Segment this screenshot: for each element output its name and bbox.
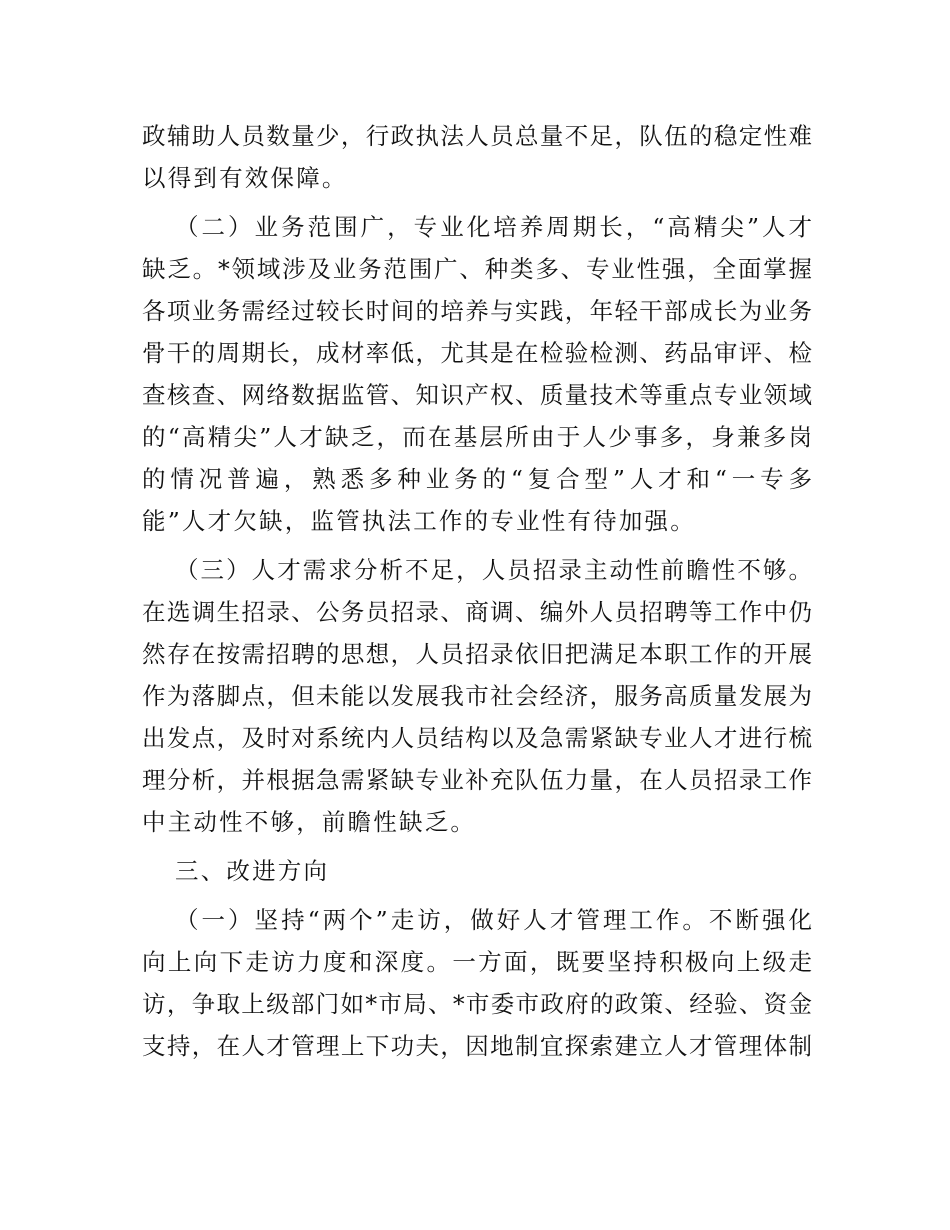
section-heading [142,850,812,892]
text-line: 的“高精尖”人才缺乏，而在基层所由于人少事多，身兼多岗 [142,423,812,451]
text-line: 然存在按需招聘的思想，人员招录依旧把满足本职工作的开展 [142,640,812,668]
text-line: 查核查、网络数据监管、知识产权、质量技术等重点专业领域 [142,381,812,409]
paragraph-section-2-item-3 [142,549,812,843]
text-line: 政辅助人员数量少，行政执法人员总量不足，队伍的稳定性难 [142,122,812,150]
text-line: 作为落脚点，但未能以发展我市社会经济，服务高质量发展为 [142,682,812,710]
text-line: 以得到有效保障。 [142,164,348,192]
text-line: 骨干的周期长，成材率低，尤其是在检验检测、药品审评、检 [142,339,812,367]
text-line: 各项业务需经过较长时间的培养与实践，年轻干部成长为业务 [142,297,812,325]
text-line: （二）业务范围广，专业化培养周期长，“高精尖”人才 [175,213,812,241]
text-line: 支持，在人才管理上下功夫，因地制宜探索建立人才管理体制 [142,1032,812,1060]
paragraph-section-3-item-1 [142,899,812,1067]
text-line: 在选调生招录、公务员招录、商调、编外人员招聘等工作中仍 [142,598,812,626]
document-body [142,115,812,1074]
paragraph-continuation [142,115,812,199]
text-line: 中主动性不够，前瞻性缺乏。 [142,808,477,836]
text-line: 能”人才欠缺，监管执法工作的专业性有待加强。 [142,507,696,535]
text-line: 访，争取上级部门如*市局、*市委市政府的政策、经验、资金 [142,990,812,1018]
section-heading-text: 三、改进方向 [175,857,330,885]
text-line: 缺乏。*领域涉及业务范围广、种类多、专业性强，全面掌握 [142,255,812,283]
text-line: （一）坚持“两个”走访，做好人才管理工作。不断强化 [175,906,812,934]
text-line: 向上向下走访力度和深度。一方面，既要坚持积极向上级走 [142,948,812,976]
text-line: （三）人才需求分析不足，人员招录主动性前瞻性不够。 [175,556,812,584]
paragraph-section-2-item-2 [142,206,812,542]
text-line: 的情况普遍，熟悉多种业务的“复合型”人才和“一专多 [142,465,812,493]
text-line: 出发点，及时对系统内人员结构以及急需紧缺专业人才进行梳 [142,724,812,752]
text-line: 理分析，并根据急需紧缺专业补充队伍力量，在人员招录工作 [142,766,812,794]
